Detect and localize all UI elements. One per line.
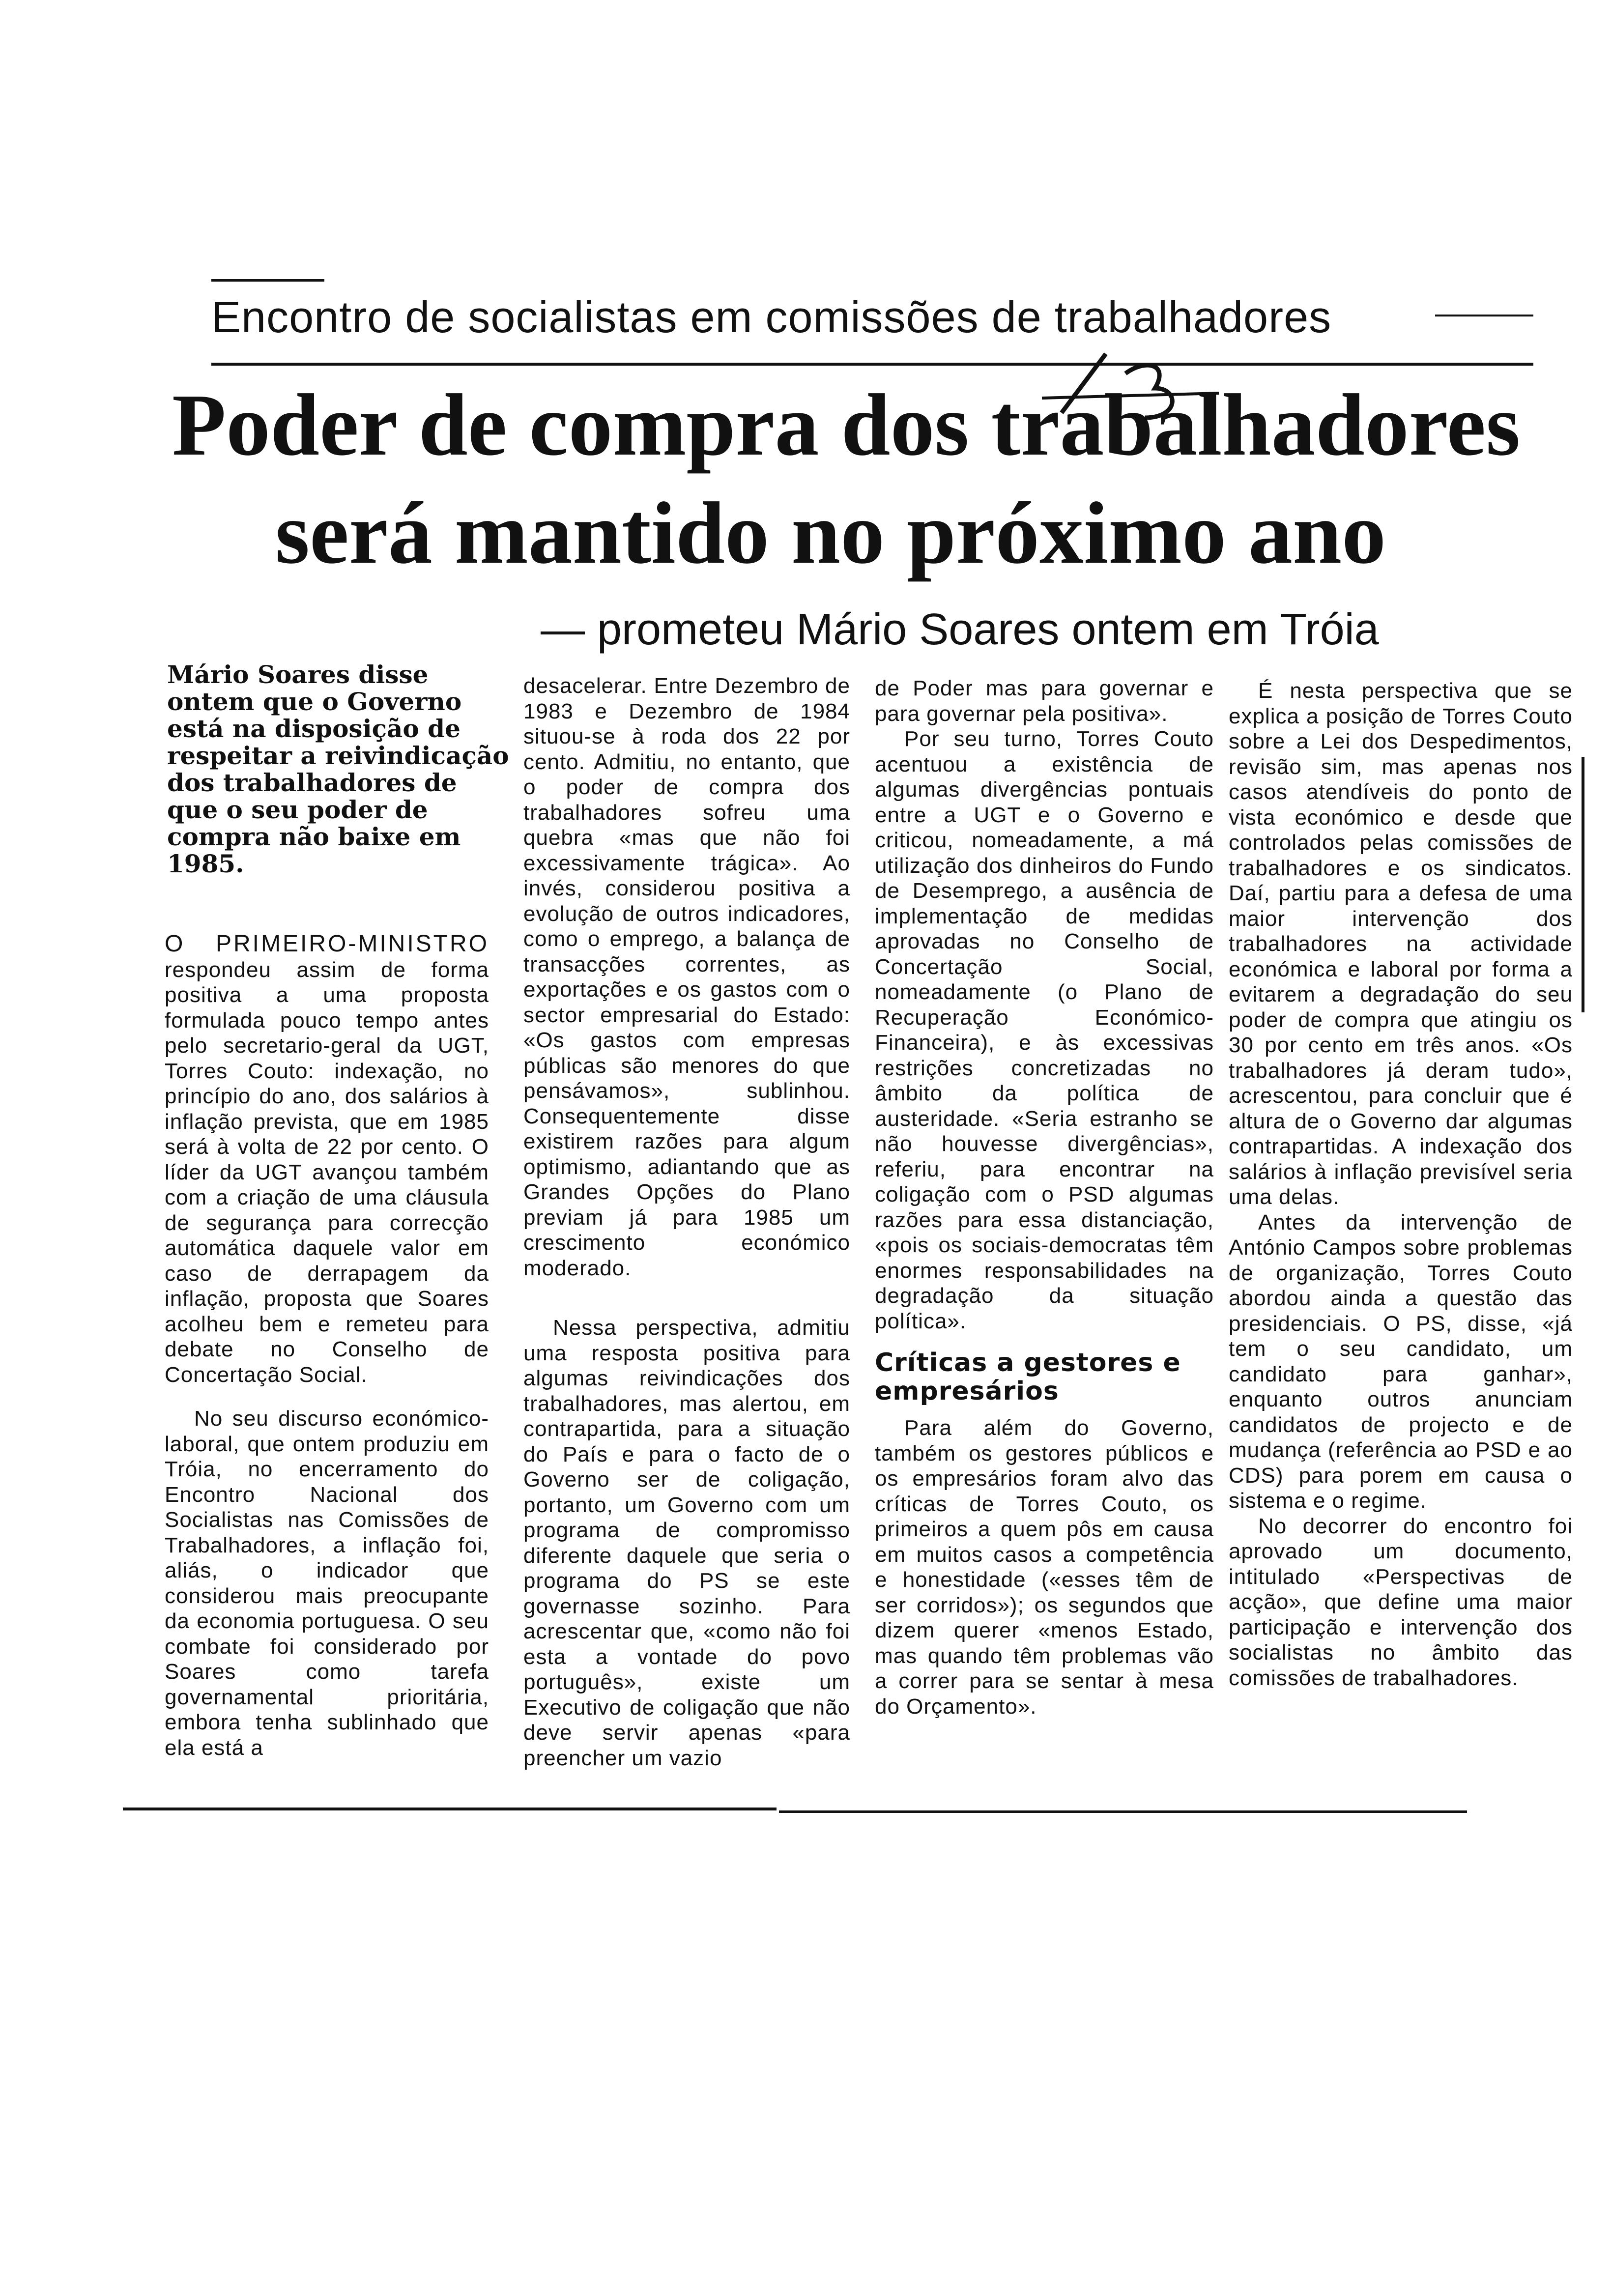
bottom-rule-right [779,1810,1467,1813]
paragraph: Antes da intervenção de António Campos sobre problemas de organização, Torres Couto abordou ainda a questão das presidenciais. O PS, disse, «já tem o seu candidato, um candidato para ganhar», enquanto outros anunciam candidatos de projecto e de mudança (referência ao PSD e ao CDS) para porem em causa o sistema e o regime. [1229,1210,1573,1513]
paragraph: respondeu assim de forma positiva a uma proposta formulada pouco tempo antes pelo secretario-geral da UGT, Torres Couto: indexação, no princípio do ano, dos salários à inflação prevista, que em 1985 será à volta de 22 por cento. O líder da UGT avançou também com a criação de uma cláusula de segurança para correcção automática daquele valor em caso de derrapagem da inflação, proposta que Soares acolheu bem e remeteu para debate no Conselho de Concertação Social. [165,957,489,1387]
headline-line-2: será mantido no próximo ano [275,484,1386,582]
paragraph: Nessa perspectiva, admitiu uma resposta positiva para algumas reivindicações dos trabalhadores, mas alertou, em contrapartida, para a situação do País e para o facto de o Governo ser de coligação, portanto, um Governo com um programa de compromisso diferente daquele que seria o programa do PS se este governasse sozinho. Para acrescentar que, «como não foi esta a vontade do povo português», existe um Executivo de coligação que não deve servir apenas «para preencher um vazio [523,1316,850,1770]
section-subhead: Críticas a gestores e empresários [875,1348,1181,1406]
handwritten-mark-icon [1032,344,1229,442]
column-3 [875,676,1214,1719]
bottom-rule-left [123,1808,777,1810]
column-1 [165,931,489,1760]
paragraph: É nesta perspectiva que se explica a posição de Torres Couto sobre a Lei dos Despedimentos, revisão sim, mas apenas nos casos atendíveis do ponto de vista económico e desde que controlados pelas comissões de trabalhadores e os sindicatos. Daí, partiu para a defesa de uma maior intervenção dos trabalhadores na actividade económica e laboral por forma a evitarem a degradação do seu poder de compra que atingiu os 30 por cento em três anos. «Os trabalhadores já deram tudo», acrescentou, para concluir que é altura de o Governo dar algumas contrapartidas. A indexação dos salários à inflação previsível seria uma delas. [1229,679,1573,1209]
margin-mark [1582,757,1584,1012]
kicker: Encontro de socialistas em comissões de trabalhadores [211,293,1332,342]
paragraph: Para além do Governo, também os gestores públicos e os empresários foram alvo das críticas de Torres Couto, os primeiros a quem pôs em causa em muitos casos a competência e honestidade («esses têm de ser corridos»); os segundos que dizem querer «menos Estado, mas quando têm problemas vão a correr para se sentar à mesa do Orçamento». [875,1416,1214,1719]
kicker-underline [211,363,1533,366]
subtitle: — prometeu Mário Soares ontem em Tróia [541,605,1379,654]
paragraph: desacelerar. Entre Dezembro de 1983 e Dezembro de 1984 situou-se à roda dos 22 por cento. Admitiu, no entanto, que o poder de compra dos trabalhadores sofreu uma quebra «mas que não foi excessivamente trágica». Ao invés, considerou positiva a evolução de outros indicadores, como o emprego, a balança de transacções correntes, as exportações e os gastos com o sector empresarial do Estado: «Os gastos com empresas públicas são menores do que pensávamos», sublinhou. Consequentemente disse existirem razões para algum optimismo, adiantando que as Grandes Opções do Plano previam já para 1985 um crescimento económico moderado. [523,674,850,1280]
lede: Mário Soares disse ontem que o Governo está na disposição de respeitar a reivindicação dos trabalhadores de que o seu poder de compra não baixe em 1985. [167,660,509,878]
paragraph: No seu discurso económico-laboral, que ontem produziu em Tróia, no encerramento do Encontro Nacional dos Socialistas nas Comissões de Trabalhadores, a inflação foi, aliás, o indicador que considerou mais preocupante da economia portuguesa. O seu combate foi considerado por Soares como tarefa governamental prioritária, embora tenha sublinhado que ela está a [165,1406,489,1760]
top-short-rule [211,279,324,282]
column-4 [1229,678,1573,1691]
top-right-short-rule [1435,315,1533,316]
paragraph: Por seu turno, Torres Couto acentuou a existência de algumas divergências pontuais entre a UGT e o Governo e criticou, nomeadamente, a má utilização dos dinheiros do Fundo de Desemprego, a ausência de implementação de medidas aprovadas no Conselho de Concertação Social, nomeadamente (o Plano de Recuperação Económico-Financeira), e às excessivas restrições concretizadas no âmbito da política de austeridade. «Seria estranho se não houvesse divergências», referiu, para encontrar na coligação com o PSD algumas razões para essa distanciação, «pois os sociais-democratas têm enormes responsabilidades na degradação da situação política». [875,727,1214,1333]
column-2 [523,673,850,1771]
headline-line-1: Poder de compra dos trabalhadores [172,376,1521,474]
opening-caps: O PRIMEIRO-MINISTRO [165,931,489,957]
paragraph: No decorrer do encontro foi aprovado um documento, intitulado «Perspectivas de acção», que define uma maior participação e intervenção dos socialistas no âmbito das comissões de trabalhadores. [1229,1514,1573,1690]
paragraph: de Poder mas para governar e para governar pela positiva». [875,676,1214,726]
